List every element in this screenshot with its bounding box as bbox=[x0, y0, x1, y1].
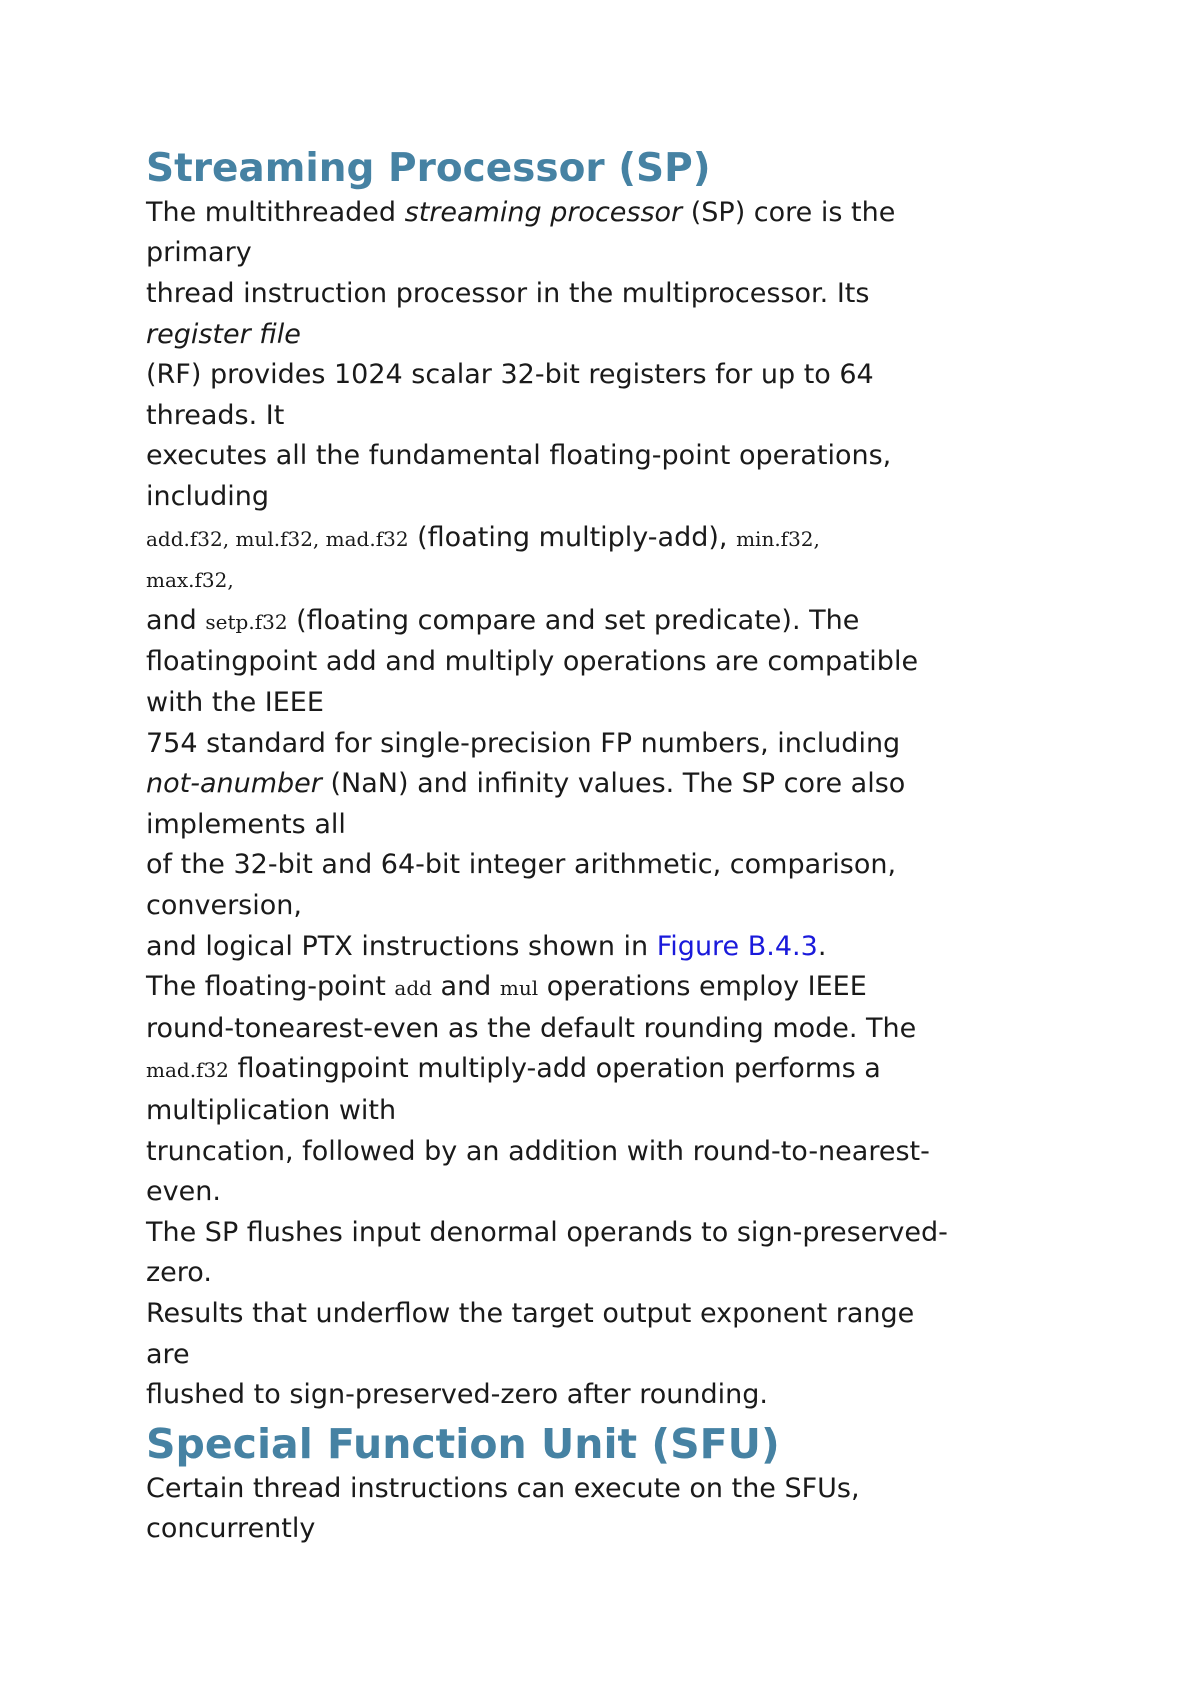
section-heading-sfu: Special Function Unit (SFU) bbox=[146, 1419, 780, 1468]
code-term: mad.f32 bbox=[146, 1058, 229, 1083]
code-line bbox=[146, 559, 1100, 601]
text-line: threads. It bbox=[146, 399, 285, 431]
text-run: , bbox=[222, 526, 236, 551]
code-term: max.f32 bbox=[146, 568, 228, 593]
text-line: zero. bbox=[146, 1257, 212, 1289]
text-run: and bbox=[431, 971, 500, 1003]
text-run: . bbox=[817, 930, 827, 962]
section-heading-sp: Streaming Processor (SP) bbox=[146, 146, 711, 191]
italic-term: not-anumber bbox=[146, 768, 322, 800]
text-line: multiplication with bbox=[146, 1094, 397, 1126]
text-run: and logical PTX instructions shown in bbox=[146, 930, 657, 962]
code-term: add.f32 bbox=[146, 526, 223, 551]
text-line: truncation, followed by an addition with round-to-nearest- bbox=[146, 1135, 930, 1167]
text-line: including bbox=[146, 481, 269, 513]
text-line: conversion, bbox=[146, 889, 302, 921]
code-line bbox=[146, 518, 1100, 560]
text-line bbox=[146, 193, 1100, 234]
text-line: floatingpoint add and multiply operations are compatible bbox=[146, 646, 919, 678]
italic-term: register file bbox=[146, 318, 301, 350]
text-run: , bbox=[813, 526, 820, 551]
code-term: mul bbox=[499, 976, 539, 1001]
text-run: (SP) core is the bbox=[682, 196, 896, 228]
text-line: thread instruction processor in the multiprocessor. Its bbox=[146, 278, 870, 310]
text-line bbox=[146, 927, 1100, 968]
text-run: The multithreaded bbox=[146, 196, 405, 228]
code-term: add bbox=[394, 976, 432, 1001]
code-term: mad.f32 bbox=[325, 526, 409, 551]
text-line bbox=[146, 315, 1100, 356]
sfu-paragraph bbox=[146, 1469, 1100, 1550]
text-line: concurrently bbox=[146, 1513, 316, 1545]
text-line: primary bbox=[146, 237, 252, 269]
text-line: flushed to sign-preserved-zero after rounding. bbox=[146, 1379, 768, 1411]
text-line: Results that underflow the target output exponent range bbox=[146, 1297, 915, 1329]
text-line: round-tonearest-even as the default rounding mode. The bbox=[146, 1012, 917, 1044]
text-line: implements all bbox=[146, 808, 346, 840]
text-run: operations employ IEEE bbox=[538, 971, 867, 1003]
text-run: (floating multiply-add), bbox=[408, 521, 737, 553]
text-run: and bbox=[146, 604, 206, 636]
text-line: The SP flushes input denormal operands to sign-preserved- bbox=[146, 1216, 948, 1248]
text-line: executes all the fundamental floating-point operations, bbox=[146, 440, 892, 472]
text-line bbox=[146, 601, 1100, 643]
italic-term: streaming processor bbox=[404, 196, 683, 228]
code-term: min.f32 bbox=[736, 526, 814, 551]
code-term: setp.f32 bbox=[205, 609, 288, 634]
text-line: of the 32-bit and 64-bit integer arithmetic, comparison, bbox=[146, 849, 897, 881]
text-line bbox=[146, 967, 1100, 1009]
text-line: Certain thread instructions can execute on the SFUs, bbox=[146, 1472, 860, 1504]
text-line bbox=[146, 1049, 1100, 1091]
text-line: (RF) provides 1024 scalar 32-bit registers for up to 64 bbox=[146, 359, 874, 391]
text-line: with the IEEE bbox=[146, 687, 324, 719]
code-term: mul.f32 bbox=[235, 526, 313, 551]
figure-link[interactable]: Figure B.4.3 bbox=[656, 930, 818, 962]
text-run: floatingpoint multiply-add operation performs a bbox=[228, 1053, 881, 1085]
text-run: , bbox=[312, 526, 326, 551]
sp-paragraph bbox=[146, 193, 1100, 1416]
text-line bbox=[146, 764, 1100, 805]
text-run: (floating compare and set predicate). The bbox=[287, 604, 860, 636]
text-line: even. bbox=[146, 1176, 221, 1208]
text-run: , bbox=[227, 568, 234, 593]
text-run: (NaN) and infinity values. The SP core also bbox=[321, 768, 906, 800]
text-line: 754 standard for single-precision FP numbers, including bbox=[146, 727, 901, 759]
text-line: are bbox=[146, 1338, 190, 1370]
text-run: The floating-point bbox=[146, 971, 395, 1003]
